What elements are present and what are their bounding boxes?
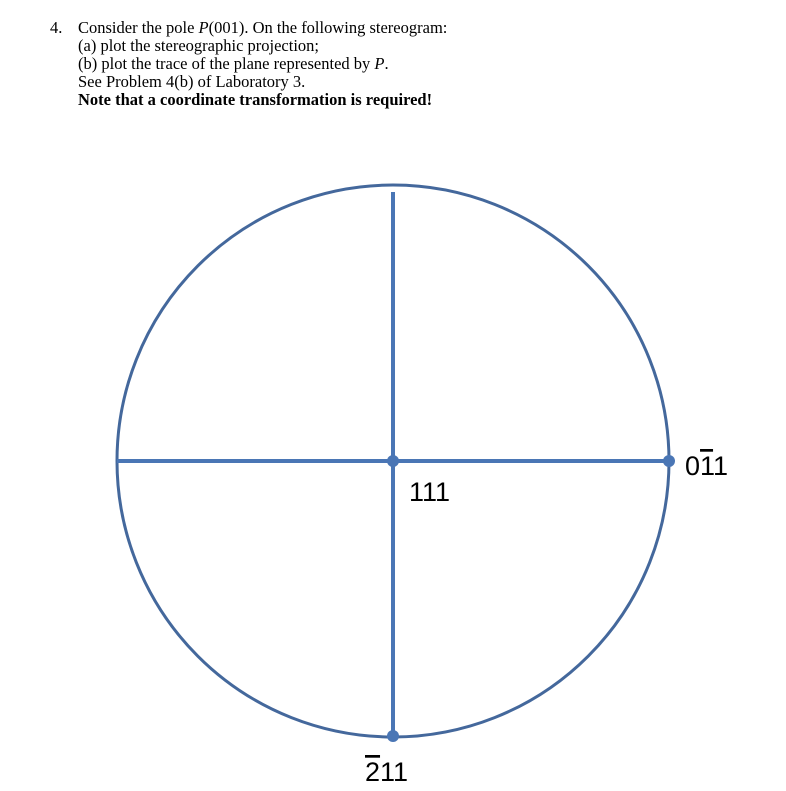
reference-line: See Problem 4(b) of Laboratory 3. xyxy=(78,72,306,91)
pole-label-east-drawn: 011 xyxy=(685,451,729,481)
pole-label-center: 111 xyxy=(409,477,451,507)
problem-number: 4. xyxy=(50,18,63,37)
intro-text-after: (001). On the following stereogram: xyxy=(208,18,448,37)
part-b-text-after: . xyxy=(384,54,389,73)
pole-dot-center xyxy=(387,455,399,467)
intro-text-before: Consider the pole xyxy=(78,18,199,37)
pole-label-south-drawn: 211 xyxy=(365,757,409,787)
note-line: Note that a coordinate transformation is required! xyxy=(78,90,433,109)
part-a-line: (a) plot the stereographic projection; xyxy=(78,36,319,55)
pole-symbol: P xyxy=(198,18,209,37)
part-b-pole-symbol: P xyxy=(374,54,385,73)
pole-label-east xyxy=(685,451,728,481)
part-b-text-before: (b) plot the trace of the plane represented by xyxy=(78,54,375,73)
pole-label-south xyxy=(365,757,408,787)
pole-dot-east xyxy=(663,455,675,467)
pole-dot-south xyxy=(387,730,399,742)
